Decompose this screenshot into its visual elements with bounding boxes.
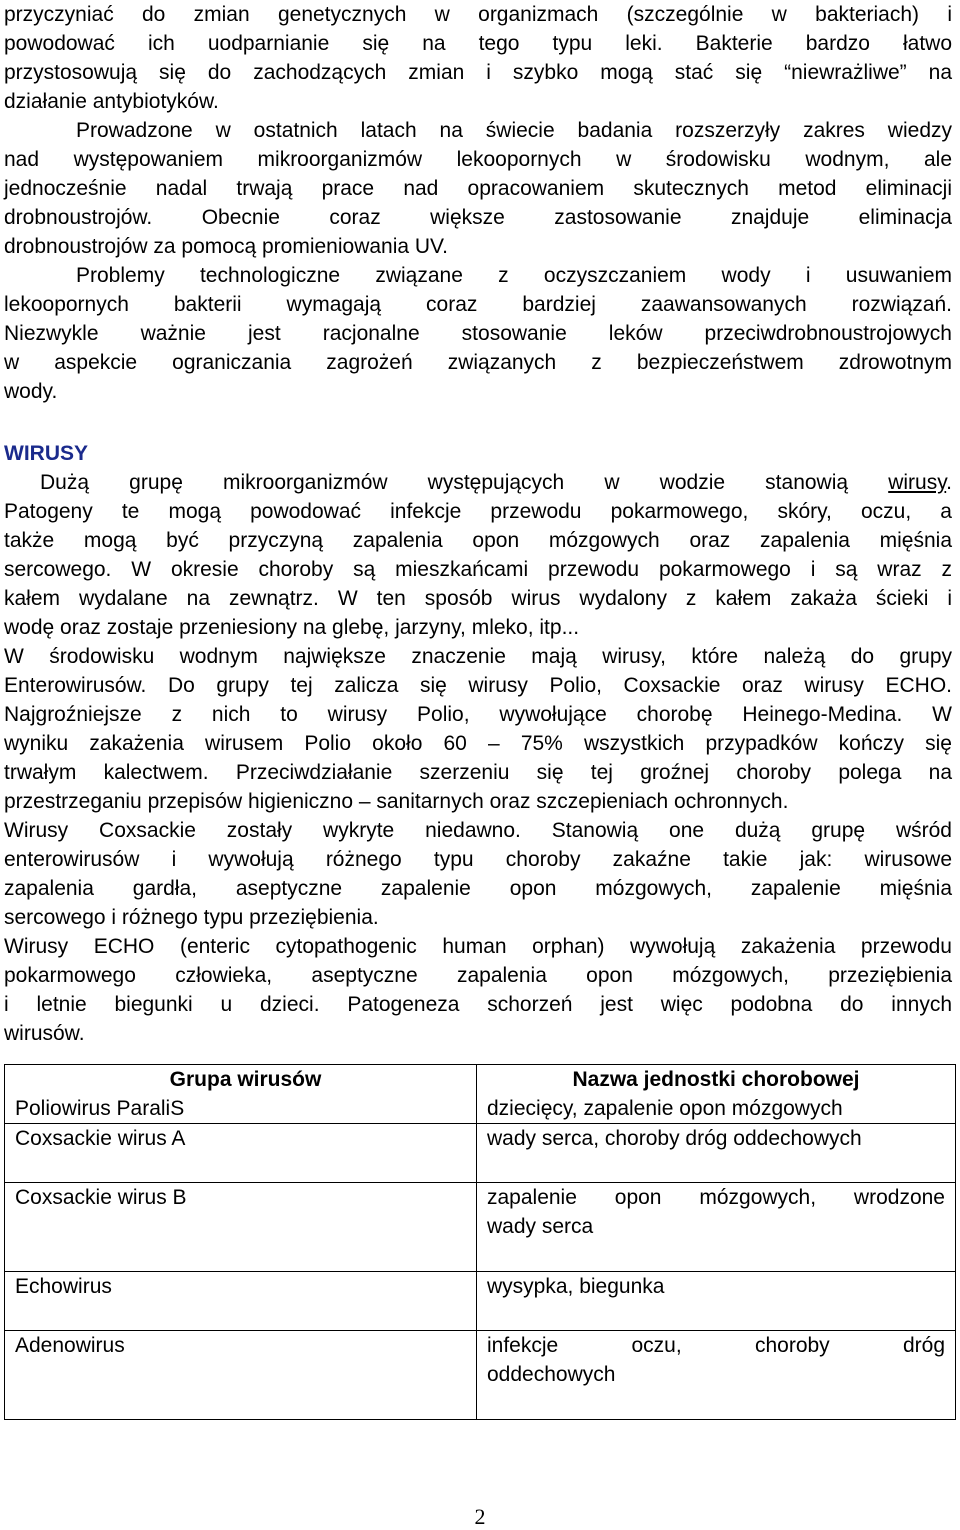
text-line: wyniku zakażenia wirusem Polio około 60 – 75% wszystkich przypadków kończy się — [4, 732, 952, 755]
text-line: Prowadzone w ostatnich latach na świecie badania rozszerzyły zakres wiedzy — [76, 119, 952, 142]
table-cell — [477, 1065, 956, 1124]
section-heading-wirusy: WIRUSY — [4, 442, 88, 465]
text-line: sercowego. W okresie choroby są mieszkańcami przewodu pokarmowego i są wraz z — [4, 558, 952, 581]
text-line: Enterowirusów. Do grupy tej zalicza się wirusy Polio, Coxsackie oraz wirusy ECHO. — [4, 674, 952, 697]
text-line: Niezwykle ważnie jest racjonalne stosowanie leków przeciwdrobnoustrojowych — [4, 322, 952, 345]
text-line: w aspekcie ograniczania zagrożeń związanych z bezpieczeństwem zdrowotnym — [4, 351, 952, 374]
text-line: jednocześnie nadal trwają prace nad opracowaniem skutecznych metod eliminacji — [4, 177, 952, 200]
table-cell — [477, 1272, 956, 1331]
table-row — [5, 1065, 956, 1124]
underlined-term: wirusy — [888, 471, 947, 494]
text-line: wodę oraz zostaje przeniesiony na glebę, jarzyny, mleko, itp... — [4, 616, 580, 639]
paragraph-5 — [4, 642, 952, 816]
table-cell — [5, 1183, 477, 1272]
table-row — [5, 1331, 956, 1420]
text-line: działanie antybiotyków. — [4, 90, 219, 113]
text-line: drobnoustrojów. Obecnie coraz większe zastosowanie znajduje eliminacja — [4, 206, 952, 229]
virus-disease-table — [4, 1064, 956, 1420]
text-line: lekoopornych bakterii wymagają coraz bardziej zaawansowanych rozwiązań. — [4, 293, 952, 316]
cell-disease: wysypka, biegunka — [487, 1275, 665, 1298]
table-cell — [5, 1065, 477, 1124]
table-cell — [477, 1124, 956, 1183]
text-line: przystosowują się do zachodzących zmian i szybko mogą stać się “niewrażliwe” na — [4, 61, 952, 84]
text-line: Problemy technologiczne związane z oczyszczaniem wody i usuwaniem — [76, 264, 952, 287]
cell-disease: wady serca — [487, 1215, 594, 1238]
table-cell — [5, 1272, 477, 1331]
table-row — [5, 1272, 956, 1331]
text-line: kałem wydalane na zewnątrz. W ten sposób wirus wydalony z kałem zakaża ścieki i — [4, 587, 952, 610]
paragraph-wirusy-intro — [4, 468, 952, 497]
cell-disease: oddechowych — [487, 1363, 616, 1386]
paragraph-6 — [4, 816, 952, 932]
table-cell — [5, 1124, 477, 1183]
text-line: zapalenia gardła, aseptyczne zapalenie opon mózgowych, zapalenie mięśnia — [4, 877, 952, 900]
paragraph-1 — [4, 0, 952, 116]
cell-disease: infekcje oczu, choroby dróg — [487, 1334, 945, 1357]
paragraph-2 — [4, 116, 952, 261]
text-line: Wirusy Coxsackie zostały wykryte niedawno. Stanowią one dużą grupę wśród — [4, 819, 952, 842]
text-line: przestrzeganiu przepisów higieniczno – sanitarnych oraz szczepieniach ochronnych. — [4, 790, 789, 813]
cell-group: Echowirus — [15, 1275, 112, 1298]
cell-disease: dziecięcy, zapalenie opon mózgowych — [487, 1097, 843, 1120]
text-line: wody. — [4, 380, 58, 403]
text-line: enterowirusów i wywołują różnego typu choroby zakaźne takie jak: wirusowe — [4, 848, 952, 871]
intro-text: Dużą grupę mikroorganizmów występujących w wodzie stanowią — [40, 471, 889, 494]
text-line: Wirusy ECHO (enteric cytopathogenic human orphan) wywołują zakażenia przewodu — [4, 935, 952, 958]
text-line: Patogeny te mogą powodować infekcje przewodu pokarmowego, skóry, oczu, a — [4, 500, 952, 523]
text-line: przyczyniać do zmian genetycznych w organizmach (szczególnie w bakteriach) i — [4, 3, 952, 26]
text-line: nad występowaniem mikroorganizmów lekoopornych w środowisku wodnym, ale — [4, 148, 952, 171]
cell-group: Coxsackie wirus B — [15, 1186, 187, 1209]
text-line: trwałym kalectwem. Przeciwdziałanie szerzeniu się tej groźnej choroby polega na — [4, 761, 952, 784]
cell-group: Adenowirus — [15, 1334, 125, 1357]
cell-group: Coxsackie wirus A — [15, 1127, 186, 1150]
text-line: i letnie biegunki u dzieci. Patogeneza schorzeń jest więc podobna do innych — [4, 993, 952, 1016]
page-number: 2 — [474, 1504, 486, 1529]
intro-period: . — [946, 471, 952, 494]
table-row — [5, 1124, 956, 1183]
text-line: Najgroźniejsze z nich to wirusy Polio, wywołujące chorobę Heinego-Medina. W — [4, 703, 952, 726]
text-line: pokarmowego człowieka, aseptyczne zapalenia opon mózgowych, przeziębienia — [4, 964, 952, 987]
paragraph-3 — [4, 261, 952, 406]
cell-disease: wady serca, choroby dróg oddechowych — [487, 1127, 862, 1150]
table-cell — [5, 1331, 477, 1420]
table-row — [5, 1183, 956, 1272]
paragraph-7 — [4, 932, 952, 1048]
table-cell — [477, 1183, 956, 1272]
text-line: W środowisku wodnym największe znaczenie mają wirusy, które należą do grupy — [4, 645, 952, 668]
cell-disease: zapalenie opon mózgowych, wrodzone — [487, 1186, 945, 1209]
column-header-disease: Nazwa jednostki chorobowej — [572, 1068, 860, 1091]
column-header-group: Grupa wirusów — [169, 1068, 322, 1091]
text-line: sercowego i różnego typu przeziębienia. — [4, 906, 379, 929]
paragraph-4 — [4, 497, 952, 642]
document-page — [4, 0, 952, 1048]
text-line: powodować ich uodparnianie się na tego typu leki. Bakterie bardzo łatwo — [4, 32, 952, 55]
text-line: drobnoustrojów za pomocą promieniowania UV. — [4, 235, 448, 258]
table-cell — [477, 1331, 956, 1420]
cell-group: Poliowirus ParaliS — [15, 1097, 185, 1120]
text-line: także mogą być przyczyną zapalenia opon mózgowych oraz zapalenia mięśnia — [4, 529, 952, 552]
text-line — [4, 468, 952, 497]
text-line: wirusów. — [4, 1022, 85, 1045]
